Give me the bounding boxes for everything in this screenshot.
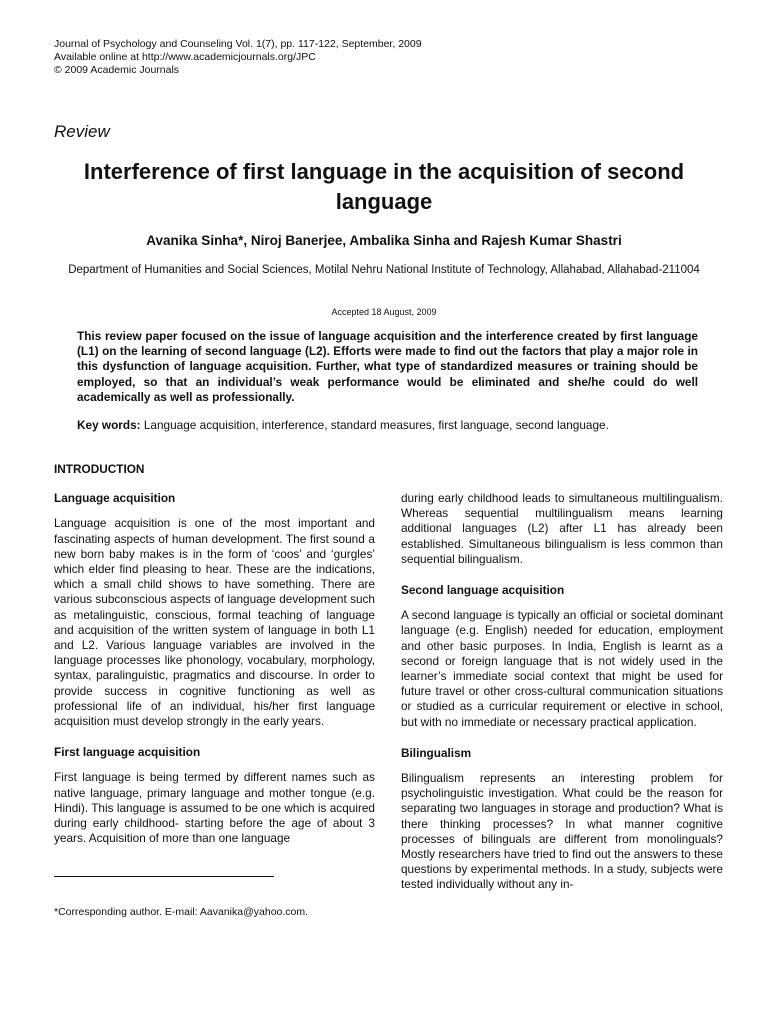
journal-copyright: © 2009 Academic Journals — [54, 64, 180, 76]
corresponding-author-footnote: *Corresponding author. E-mail: Aavanika@yahoo.com. — [54, 906, 309, 918]
accepted-date: Accepted 18 August, 2009 — [331, 307, 437, 317]
keywords-label: Key words: — [77, 418, 141, 432]
keywords-text: Language acquisition, interference, standard measures, first language, second language. — [143, 418, 609, 432]
first-language-heading: First language acquisition — [54, 745, 201, 760]
journal-header — [54, 38, 422, 77]
introduction-heading: INTRODUCTION — [54, 462, 145, 476]
keywords — [77, 418, 698, 433]
bilingualism-paragraph: Bilingualism represents an interesting problem for psycholinguistic investigation. What could be the reason for separating two languages in storage and production? What is there thinking processes? In what manner cognitive processes of bilinguals are different from monolinguals? Mostly researchers have tried to find out the answers to these questions by experimental methods. In a study, subjects were tested individually without any in- — [401, 771, 723, 892]
journal-citation: Journal of Psychology and Counseling Vol. 1(7), pp. 117-122, September, 2009 — [54, 38, 422, 50]
article-type: Review — [54, 122, 110, 141]
continuation-paragraph: during early childhood leads to simultaneous multilingualism. Whereas sequential multilingualism means learning additional languages (L2) after L1 has already been established. Simultaneous bilingualism is less common than sequential bilingualism. — [401, 491, 723, 566]
journal-availability: Available online at http://www.academicjournals.org/JPC — [54, 51, 316, 63]
right-column — [401, 491, 723, 909]
affiliation: Department of Humanities and Social Sciences, Motilal Nehru National Institute of Technology, Allahabad, Allahabad-211004 — [68, 264, 700, 276]
language-acquisition-heading: Language acquisition — [54, 491, 176, 506]
left-column — [54, 462, 375, 862]
paper-title: Interference of first language in the acquisition of second language — [83, 159, 685, 214]
abstract: This review paper focused on the issue of language acquisition and the interference created by first language (L1) on the learning of second language (L2). Efforts were made to find out the factors that play a major role in this dysfunction of language acquisition. Further, what type of standardized measures or training should be employed, so that an individual’s weak performance would be eliminated and she/he could do well academically as well as professionally. — [77, 329, 698, 404]
second-language-heading: Second language acquisition — [401, 583, 565, 598]
author-list: Avanika Sinha*, Niroj Banerjee, Ambalika Sinha and Rajesh Kumar Shastri — [146, 233, 622, 248]
footnote-divider — [54, 876, 274, 877]
bilingualism-heading: Bilingualism — [401, 745, 472, 760]
second-language-paragraph: A second language is typically an official or societal dominant language (e.g. English) needed for education, employment and other basic purposes. In India, English is learnt as a second or foreign language that is not widely used in the learner’s immediate social context that might be used for future travel or other cross-cultural communication situations or studied as a curricular requirement or elective in school, but with no immediate or necessary practical application. — [401, 608, 723, 729]
first-language-paragraph: First language is being termed by different names such as native language, primary language and mother tongue (e.g. Hindi). This language is assumed to be one which is acquired during early childhood- starting before the age of about 3 years. Acquisition of more than one language — [54, 770, 375, 846]
language-acquisition-paragraph: Language acquisition is one of the most important and fascinating aspects of human development. The first sound a new born baby makes is in the form of ‘coos’ and ‘gurgles’ which elder find pleasing to hear. These are the indications, which a small child shows to have something. There are various subconscious aspects of language development such as metalinguistic, conscious, formal teaching of language and acquisition of the written system of language in both L1 and L2. Various language variables are involved in the language processes like phonology, vocabulary, morphology, syntax, paralinguistic, pragmatics and discourse. In order to provide success in cognitive functioning as well as professional life of an individual, his/her first language acquisition must develop strongly in the early years. — [54, 516, 375, 729]
